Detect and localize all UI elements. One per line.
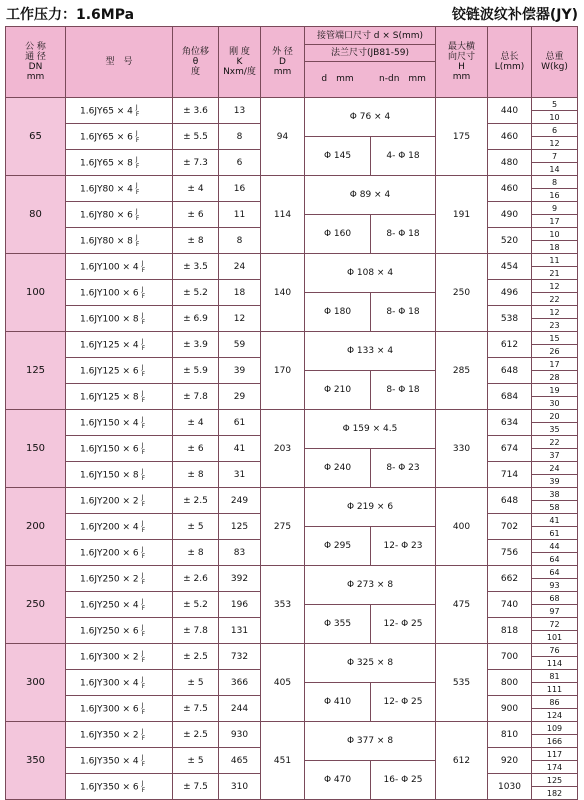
stiffness-cell: 249 <box>219 488 261 514</box>
offset-cell: 400 <box>436 488 488 566</box>
weight-cell: 10 <box>532 111 578 124</box>
weight-cell: 15 <box>532 332 578 345</box>
col-flange-header: 法兰尺寸(JB81-59) d mm n-dn mm <box>305 45 436 98</box>
weight-cell: 174 <box>532 761 578 774</box>
weight-cell: 9 <box>532 202 578 215</box>
flange-n-cell: 12- Φ 23 <box>371 527 436 566</box>
weight-cell: 64 <box>532 553 578 566</box>
jf-subscript: J F <box>141 597 146 612</box>
length-cell: 454 <box>488 254 532 280</box>
jf-subscript: J F <box>141 363 146 378</box>
angle-cell: ± 2.5 <box>173 488 219 514</box>
stiffness-cell: 131 <box>219 618 261 644</box>
length-cell: 490 <box>488 202 532 228</box>
length-cell: 702 <box>488 514 532 540</box>
flange-n-cell: 16- Φ 25 <box>371 761 436 800</box>
table-row <box>6 176 578 189</box>
flange-n-cell: 8- Φ 18 <box>371 215 436 254</box>
model-cell: 1.6JY350 × 2 J F <box>66 722 173 748</box>
model-cell: 1.6JY80 × 8 J F <box>66 228 173 254</box>
offset-cell: 535 <box>436 644 488 722</box>
model-cell: 1.6JY250 × 2 J F <box>66 566 173 592</box>
spec-table <box>5 26 578 800</box>
stiffness-cell: 39 <box>219 358 261 384</box>
stiffness-cell: 11 <box>219 202 261 228</box>
model-cell: 1.6JY100 × 8 J F <box>66 306 173 332</box>
length-cell: 900 <box>488 696 532 722</box>
weight-cell: 18 <box>532 241 578 254</box>
model-cell: 1.6JY150 × 4 J F <box>66 410 173 436</box>
flange-n-cell: 12- Φ 25 <box>371 605 436 644</box>
weight-cell: 182 <box>532 787 578 800</box>
model-cell: 1.6JY65 × 4 J F <box>66 98 173 124</box>
weight-cell: 11 <box>532 254 578 267</box>
jf-subscript: J F <box>141 571 146 586</box>
diameter-cell: 451 <box>261 722 305 800</box>
angle-cell: ± 2.6 <box>173 566 219 592</box>
weight-cell: 30 <box>532 397 578 410</box>
model-cell: 1.6JY300 × 6 J F <box>66 696 173 722</box>
offset-cell: 475 <box>436 566 488 644</box>
jf-subscript: J F <box>141 441 146 456</box>
stiffness-cell: 8 <box>219 228 261 254</box>
angle-cell: ± 8 <box>173 462 219 488</box>
jf-subscript: J F <box>135 129 140 144</box>
weight-cell: 38 <box>532 488 578 501</box>
table-row <box>6 410 578 423</box>
length-cell: 460 <box>488 176 532 202</box>
angle-cell: ± 7.5 <box>173 696 219 722</box>
flange-d-cell: Φ 470 <box>305 761 371 800</box>
length-cell: 648 <box>488 358 532 384</box>
jf-subscript: J F <box>141 493 146 508</box>
weight-cell: 117 <box>532 748 578 761</box>
angle-cell: ± 7.5 <box>173 774 219 800</box>
length-cell: 1030 <box>488 774 532 800</box>
table-row <box>6 254 578 267</box>
stiffness-cell: 392 <box>219 566 261 592</box>
angle-cell: ± 5.2 <box>173 592 219 618</box>
length-cell: 440 <box>488 98 532 124</box>
weight-cell: 124 <box>532 709 578 722</box>
flange-d-cell: Φ 240 <box>305 449 371 488</box>
table-row <box>6 566 578 579</box>
flange-d-cell: Φ 410 <box>305 683 371 722</box>
weight-cell: 5 <box>532 98 578 111</box>
weight-cell: 28 <box>532 371 578 384</box>
stiffness-cell: 29 <box>219 384 261 410</box>
flange-d-cell: Φ 160 <box>305 215 371 254</box>
weight-cell: 22 <box>532 436 578 449</box>
angle-cell: ± 2.5 <box>173 722 219 748</box>
weight-cell: 97 <box>532 605 578 618</box>
length-cell: 612 <box>488 332 532 358</box>
weight-cell: 81 <box>532 670 578 683</box>
dn-cell: 65 <box>6 98 66 176</box>
weight-cell: 76 <box>532 644 578 657</box>
weight-cell: 114 <box>532 657 578 670</box>
dn-cell: 350 <box>6 722 66 800</box>
offset-cell: 330 <box>436 410 488 488</box>
angle-cell: ± 5 <box>173 748 219 774</box>
weight-cell: 125 <box>532 774 578 787</box>
stiffness-cell: 732 <box>219 644 261 670</box>
length-cell: 684 <box>488 384 532 410</box>
table-row <box>6 644 578 657</box>
angle-cell: ± 6 <box>173 202 219 228</box>
offset-cell: 250 <box>436 254 488 332</box>
model-cell: 1.6JY350 × 6 J F <box>66 774 173 800</box>
product-title: 铰链波纹补偿器(JY) <box>451 7 578 23</box>
weight-cell: 19 <box>532 384 578 397</box>
jf-subscript: J F <box>141 675 146 690</box>
weight-cell: 166 <box>532 735 578 748</box>
stiffness-cell: 12 <box>219 306 261 332</box>
weight-cell: 22 <box>532 293 578 306</box>
model-cell: 1.6JY300 × 4 J F <box>66 670 173 696</box>
pipe-cell: Φ 89 × 4 <box>305 176 436 215</box>
stiffness-cell: 83 <box>219 540 261 566</box>
col-weight-header: 总重 W(kg) <box>532 27 578 98</box>
weight-cell: 16 <box>532 189 578 202</box>
table-row <box>6 98 578 111</box>
model-cell: 1.6JY65 × 6 J F <box>66 124 173 150</box>
length-cell: 674 <box>488 436 532 462</box>
angle-cell: ± 4 <box>173 176 219 202</box>
stiffness-cell: 196 <box>219 592 261 618</box>
jf-subscript: J F <box>141 467 146 482</box>
pipe-cell: Φ 76 × 4 <box>305 98 436 137</box>
jf-subscript: J F <box>135 181 140 196</box>
col-angle-header: 角位移 θ 度 <box>173 27 219 98</box>
weight-cell: 24 <box>532 462 578 475</box>
jf-subscript: J F <box>141 337 146 352</box>
pipe-cell: Φ 159 × 4.5 <box>305 410 436 449</box>
stiffness-cell: 24 <box>219 254 261 280</box>
angle-cell: ± 5.5 <box>173 124 219 150</box>
flange-d-cell: Φ 295 <box>305 527 371 566</box>
weight-cell: 17 <box>532 358 578 371</box>
diameter-cell: 140 <box>261 254 305 332</box>
stiffness-cell: 61 <box>219 410 261 436</box>
weight-cell: 6 <box>532 124 578 137</box>
angle-cell: ± 8 <box>173 228 219 254</box>
model-cell: 1.6JY65 × 8 J F <box>66 150 173 176</box>
col-offset-header: 最大横 向尺寸 H mm <box>436 27 488 98</box>
length-cell: 700 <box>488 644 532 670</box>
jf-subscript: J F <box>141 389 146 404</box>
model-cell: 1.6JY100 × 6 J F <box>66 280 173 306</box>
angle-cell: ± 5.2 <box>173 280 219 306</box>
weight-cell: 12 <box>532 306 578 319</box>
stiffness-cell: 930 <box>219 722 261 748</box>
dn-cell: 250 <box>6 566 66 644</box>
stiffness-cell: 8 <box>219 124 261 150</box>
weight-cell: 8 <box>532 176 578 189</box>
col-dn-header: 公 称 通 径 DN mm <box>6 27 66 98</box>
weight-cell: 64 <box>532 566 578 579</box>
model-cell: 1.6JY80 × 4 J F <box>66 176 173 202</box>
stiffness-cell: 18 <box>219 280 261 306</box>
dn-cell: 100 <box>6 254 66 332</box>
diameter-cell: 94 <box>261 98 305 176</box>
stiffness-cell: 244 <box>219 696 261 722</box>
flange-d-cell: Φ 355 <box>305 605 371 644</box>
flange-n-cell: 4- Φ 18 <box>371 137 436 176</box>
table-row <box>6 488 578 501</box>
stiffness-cell: 6 <box>219 150 261 176</box>
angle-cell: ± 5 <box>173 514 219 540</box>
stiffness-cell: 41 <box>219 436 261 462</box>
length-cell: 480 <box>488 150 532 176</box>
length-cell: 634 <box>488 410 532 436</box>
flange-n-cell: 8- Φ 23 <box>371 449 436 488</box>
jf-subscript: J F <box>141 701 146 716</box>
jf-subscript: J F <box>135 155 140 170</box>
stiffness-cell: 465 <box>219 748 261 774</box>
diameter-cell: 275 <box>261 488 305 566</box>
length-cell: 520 <box>488 228 532 254</box>
weight-cell: 10 <box>532 228 578 241</box>
pressure-title: 工作压力：1.6MPa <box>6 7 135 23</box>
length-cell: 818 <box>488 618 532 644</box>
weight-cell: 41 <box>532 514 578 527</box>
weight-cell: 23 <box>532 319 578 332</box>
jf-subscript: J F <box>141 415 146 430</box>
weight-cell: 86 <box>532 696 578 709</box>
offset-cell: 191 <box>436 176 488 254</box>
angle-cell: ± 2.5 <box>173 644 219 670</box>
weight-cell: 20 <box>532 410 578 423</box>
jf-subscript: J F <box>141 311 146 326</box>
angle-cell: ± 3.5 <box>173 254 219 280</box>
pipe-cell: Φ 377 × 8 <box>305 722 436 761</box>
pipe-cell: Φ 219 × 6 <box>305 488 436 527</box>
angle-cell: ± 6.9 <box>173 306 219 332</box>
model-cell: 1.6JY200 × 4 J F <box>66 514 173 540</box>
length-cell: 538 <box>488 306 532 332</box>
model-cell: 1.6JY250 × 6 J F <box>66 618 173 644</box>
angle-cell: ± 3.9 <box>173 332 219 358</box>
stiffness-cell: 13 <box>219 98 261 124</box>
diameter-cell: 203 <box>261 410 305 488</box>
flange-n-cell: 8- Φ 18 <box>371 293 436 332</box>
stiffness-cell: 310 <box>219 774 261 800</box>
length-cell: 662 <box>488 566 532 592</box>
model-cell: 1.6JY250 × 4 J F <box>66 592 173 618</box>
weight-cell: 101 <box>532 631 578 644</box>
jf-subscript: J F <box>141 519 146 534</box>
jf-subscript: J F <box>141 727 146 742</box>
dn-cell: 80 <box>6 176 66 254</box>
angle-cell: ± 3.6 <box>173 98 219 124</box>
length-cell: 496 <box>488 280 532 306</box>
dn-cell: 125 <box>6 332 66 410</box>
table-row <box>6 722 578 735</box>
flange-n-cell: 8- Φ 18 <box>371 371 436 410</box>
weight-cell: 39 <box>532 475 578 488</box>
jf-subscript: J F <box>141 285 146 300</box>
stiffness-cell: 59 <box>219 332 261 358</box>
weight-cell: 68 <box>532 592 578 605</box>
pipe-cell: Φ 325 × 8 <box>305 644 436 683</box>
weight-cell: 26 <box>532 345 578 358</box>
weight-cell: 44 <box>532 540 578 553</box>
col-diameter-header: 外 径 D mm <box>261 27 305 98</box>
model-cell: 1.6JY125 × 4 J F <box>66 332 173 358</box>
model-cell: 1.6JY125 × 8 J F <box>66 384 173 410</box>
angle-cell: ± 6 <box>173 436 219 462</box>
length-cell: 714 <box>488 462 532 488</box>
stiffness-cell: 16 <box>219 176 261 202</box>
dn-cell: 150 <box>6 410 66 488</box>
model-cell: 1.6JY300 × 2 J F <box>66 644 173 670</box>
weight-cell: 61 <box>532 527 578 540</box>
angle-cell: ± 5 <box>173 670 219 696</box>
weight-cell: 35 <box>532 423 578 436</box>
angle-cell: ± 7.3 <box>173 150 219 176</box>
diameter-cell: 114 <box>261 176 305 254</box>
length-cell: 756 <box>488 540 532 566</box>
jf-subscript: J F <box>135 207 140 222</box>
weight-cell: 111 <box>532 683 578 696</box>
length-cell: 740 <box>488 592 532 618</box>
length-cell: 810 <box>488 722 532 748</box>
model-cell: 1.6JY150 × 8 J F <box>66 462 173 488</box>
col-pipe-header: 接管端口尺寸 d × S(mm) <box>305 27 436 45</box>
table-body <box>6 98 578 800</box>
col-length-header: 总长 L(mm) <box>488 27 532 98</box>
dn-cell: 300 <box>6 644 66 722</box>
model-cell: 1.6JY100 × 4 J F <box>66 254 173 280</box>
jf-subscript: J F <box>141 259 146 274</box>
table-header <box>6 27 578 98</box>
jf-subscript: J F <box>135 233 140 248</box>
length-cell: 800 <box>488 670 532 696</box>
weight-cell: 12 <box>532 137 578 150</box>
jf-subscript: J F <box>141 545 146 560</box>
model-cell: 1.6JY150 × 6 J F <box>66 436 173 462</box>
angle-cell: ± 7.8 <box>173 384 219 410</box>
dn-cell: 200 <box>6 488 66 566</box>
jf-subscript: J F <box>141 779 146 794</box>
jf-subscript: J F <box>135 103 140 118</box>
weight-cell: 58 <box>532 501 578 514</box>
angle-cell: ± 4 <box>173 410 219 436</box>
weight-cell: 21 <box>532 267 578 280</box>
length-cell: 460 <box>488 124 532 150</box>
weight-cell: 93 <box>532 579 578 592</box>
weight-cell: 17 <box>532 215 578 228</box>
diameter-cell: 170 <box>261 332 305 410</box>
flange-d-cell: Φ 210 <box>305 371 371 410</box>
col-model-header: 型 号 <box>66 27 173 98</box>
weight-cell: 109 <box>532 722 578 735</box>
weight-cell: 12 <box>532 280 578 293</box>
diameter-cell: 405 <box>261 644 305 722</box>
angle-cell: ± 8 <box>173 540 219 566</box>
pipe-cell: Φ 133 × 4 <box>305 332 436 371</box>
jf-subscript: J F <box>141 753 146 768</box>
angle-cell: ± 5.9 <box>173 358 219 384</box>
weight-cell: 72 <box>532 618 578 631</box>
pipe-cell: Φ 108 × 4 <box>305 254 436 293</box>
flange-d-cell: Φ 180 <box>305 293 371 332</box>
jf-subscript: J F <box>141 649 146 664</box>
weight-cell: 37 <box>532 449 578 462</box>
model-cell: 1.6JY80 × 6 J F <box>66 202 173 228</box>
stiffness-cell: 366 <box>219 670 261 696</box>
stiffness-cell: 31 <box>219 462 261 488</box>
jf-subscript: J F <box>141 623 146 638</box>
model-cell: 1.6JY200 × 2 J F <box>66 488 173 514</box>
weight-cell: 14 <box>532 163 578 176</box>
model-cell: 1.6JY125 × 6 J F <box>66 358 173 384</box>
flange-d-cell: Φ 145 <box>305 137 371 176</box>
col-stiffness-header: 刚 度 K Nxm/度 <box>219 27 261 98</box>
length-cell: 920 <box>488 748 532 774</box>
table-row <box>6 332 578 345</box>
offset-cell: 175 <box>436 98 488 176</box>
offset-cell: 612 <box>436 722 488 800</box>
angle-cell: ± 7.8 <box>173 618 219 644</box>
weight-cell: 7 <box>532 150 578 163</box>
stiffness-cell: 125 <box>219 514 261 540</box>
model-cell: 1.6JY350 × 4 J F <box>66 748 173 774</box>
length-cell: 648 <box>488 488 532 514</box>
offset-cell: 285 <box>436 332 488 410</box>
flange-n-cell: 12- Φ 25 <box>371 683 436 722</box>
model-cell: 1.6JY200 × 6 J F <box>66 540 173 566</box>
pipe-cell: Φ 273 × 8 <box>305 566 436 605</box>
diameter-cell: 353 <box>261 566 305 644</box>
